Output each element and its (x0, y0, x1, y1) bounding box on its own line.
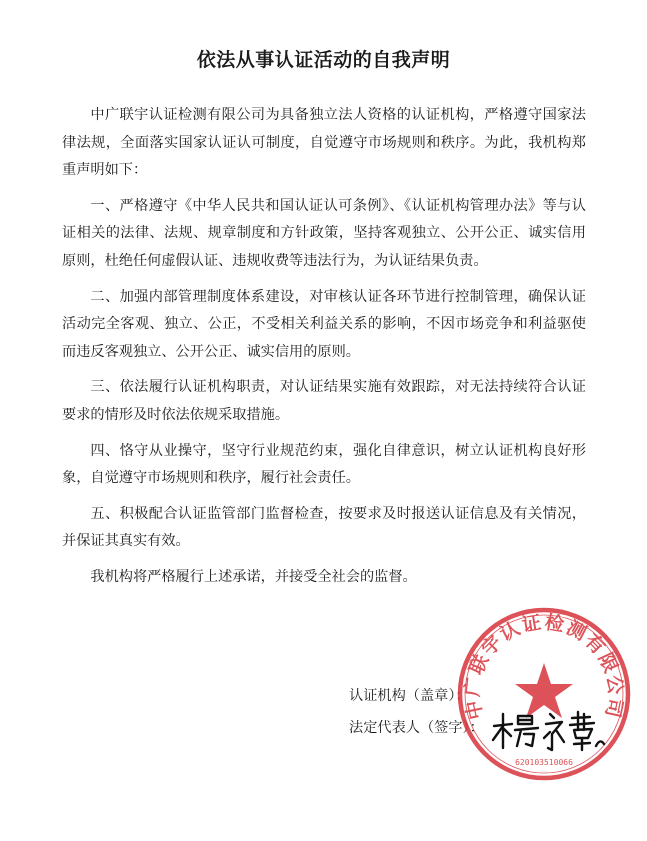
company-seal-icon (455, 605, 633, 783)
clause-1-paragraph: 一、严格遵守《中华人民共和国认证认可条例》、《认证机构管理办法》等与认证相关的法律、法规、规章制度和方针政策，坚持客观独立、公开公正、诚实信用原则，杜绝任何虚假认证、违规收费等违法行为，为认证结果负责。 (62, 197, 586, 269)
clause-2-paragraph: 二、加强内部管理制度体系建设，对审核认证各环节进行控制管理，确保认证活动完全客观、独立、公正，不受相关利益关系的影响，不因市场竞争和利益驱使而违反客观独立、公开公正、诚实信用的原则。 (62, 288, 586, 360)
handwritten-signature (488, 708, 608, 754)
clause-5-paragraph: 五、积极配合认证监管部门监督检查，按要求及时报送认证信息及有关情况，并保证其真实有效。 (62, 505, 586, 550)
seal-label: 认证机构（盖章）： (349, 688, 470, 704)
clause-4-paragraph: 四、恪守从业操守，坚守行业规范约束，强化自律意识，树立认证机构良好形象，自觉遵守市场规则和秩序，履行社会责任。 (62, 442, 586, 487)
svg-text:中广联宇认证检测有限公司: 中广联宇认证检测有限公司 (461, 611, 627, 722)
document-body (62, 102, 586, 600)
document-title: 依法从事认证活动的自我声明 (196, 49, 451, 71)
legal-rep-label: 法定代表人（签字）： (349, 720, 484, 736)
svg-text:620103510066: 620103510066 (515, 758, 573, 767)
intro-paragraph: 中广联宇认证检测有限公司为具备独立法人资格的认证机构，严格遵守国家法律法规，全面落实国家认证认可制度，自觉遵守市场规则和秩序。为此，我机构郑重声明如下： (62, 107, 586, 179)
closing-paragraph: 我机构将严格履行上述承诺，并接受全社会的监督。 (90, 568, 417, 585)
clause-3-paragraph: 三、依法履行认证机构职责，对认证结果实施有效跟踪，对无法持续符合认证要求的情形及时依法依规采取措施。 (62, 379, 586, 423)
